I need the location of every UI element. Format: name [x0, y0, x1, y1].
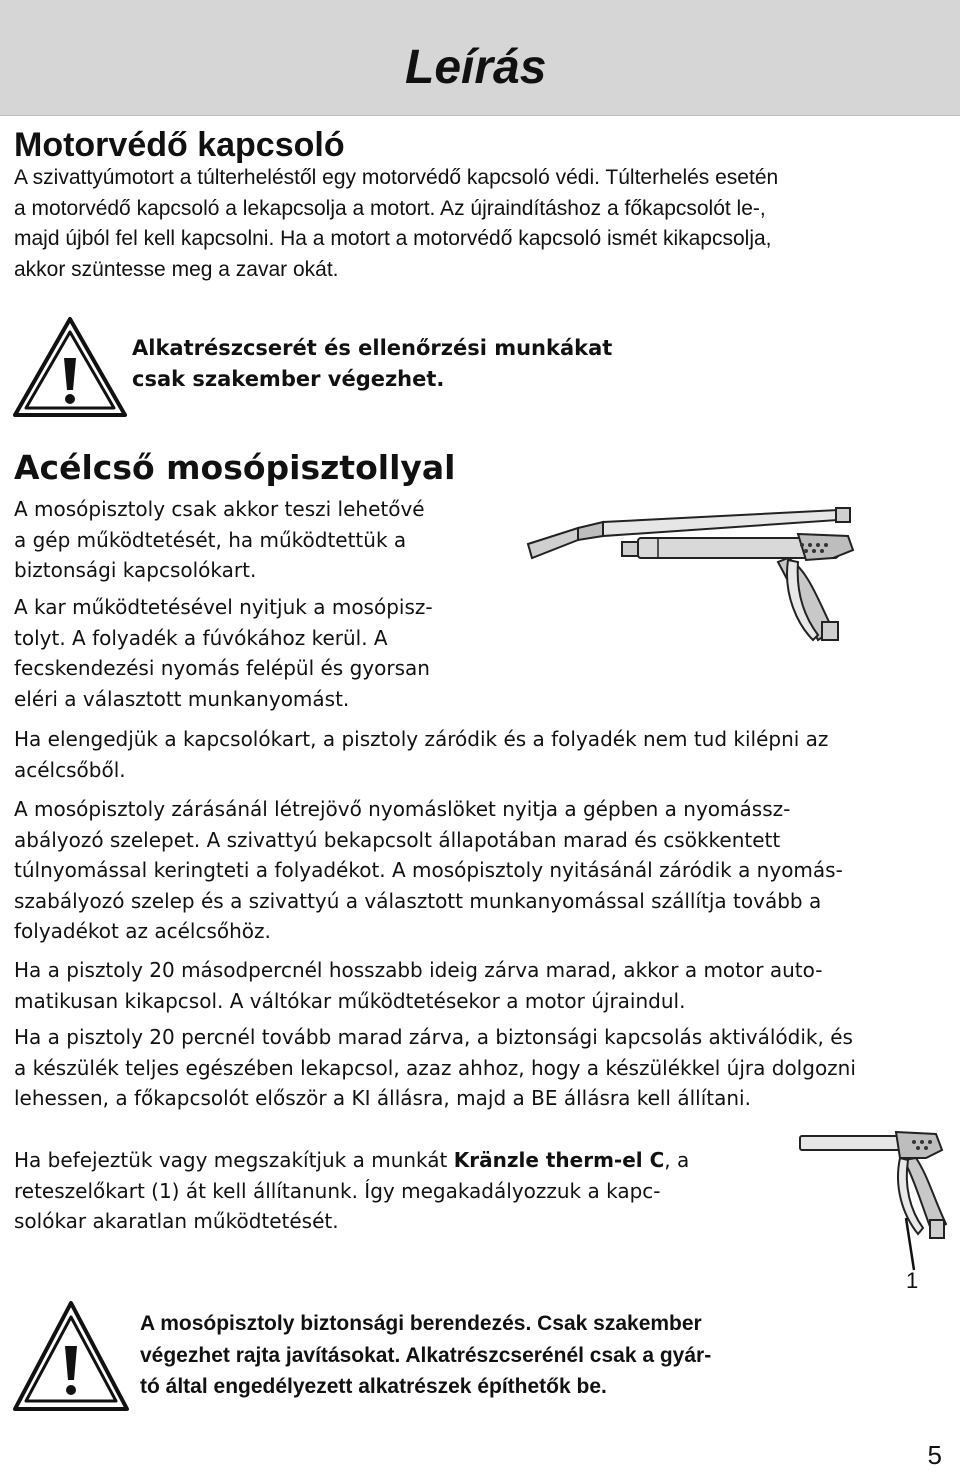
- text-line: lehessen, a főkapcsolót először a KI állásra, majd a BE állásra kell állítani.: [14, 1086, 751, 1110]
- warning-triangle-icon: [12, 316, 128, 418]
- warning-line: végezhet rajta javításokat. Alkatrészcserénél csak a gyár-: [140, 1343, 712, 1367]
- product-name: Kränzle therm-el C: [453, 1148, 665, 1172]
- text-line: matikusan kikapcsol. A váltókar működtetésekor a motor újraindul.: [14, 988, 686, 1013]
- gun-paragraph-1: [14, 494, 425, 586]
- text-line: fecskendezési nyomás felépül és gyorsan: [14, 656, 430, 680]
- text-line: reteszelőkart (1) át kell állítanunk. Így megakadályozzuk a kapc-: [14, 1178, 661, 1203]
- page-header-band: [0, 0, 960, 116]
- gun-paragraph-2: [14, 592, 433, 714]
- text-line: szabályozó szelep és a szivattyú a választott munkanyomással szállítja tovább a: [14, 888, 822, 913]
- text-line: Ha elengedjük a kapcsolókart, a pisztoly záródik és a folyadék nem tud kilépni az: [14, 727, 829, 751]
- gun-paragraph-5: [14, 955, 822, 1016]
- page-number: 5: [927, 1440, 942, 1470]
- text-line: eléri a választott munkanyomást.: [14, 686, 350, 711]
- text-line: akkor szüntesse meg a zavar okát.: [14, 257, 339, 281]
- text-line: túlnyomással keringteti a folyadékot. A mosópisztoly nyitásánál záródik a nyomás-: [14, 858, 843, 882]
- section-heading-motor: Motorvédő kapcsoló: [14, 126, 345, 164]
- warning-line: Alkatrészcserét és ellenőrzési munkákat: [132, 336, 613, 360]
- text-line: [14, 1145, 689, 1176]
- warning-line: A mosópisztoly biztonsági berendezés. Csak szakember: [140, 1312, 702, 1335]
- gun-paragraph-7: [14, 1145, 689, 1237]
- text-line: solókar akaratlan működtetését.: [14, 1209, 339, 1233]
- section-heading-gun: Acélcső mosópisztollyal: [14, 448, 456, 487]
- text-line: abályozó szelepet. A szivattyú bekapcsolt állapotában marad és csökkentett: [14, 827, 781, 852]
- text-line: Ha a pisztoly 20 másodpercnél hosszabb ideig zárva marad, akkor a motor auto-: [14, 958, 823, 982]
- gun-paragraph-3: [14, 724, 828, 785]
- text-line: a motorvédő kapcsoló a lekapcsolja a motort. Az újraindításhoz a főkapcsolót le-,: [14, 196, 766, 220]
- text-line: biztonsági kapcsolókart.: [14, 558, 257, 582]
- text-span: Ha befejeztük vagy megszakítjuk a munkát: [14, 1148, 454, 1172]
- text-line: Ha a pisztoly 20 percnél tovább marad zárva, a biztonsági kapcsolás aktiválódik, és: [14, 1025, 853, 1049]
- spray-gun-figure: [796, 1124, 956, 1274]
- warning-message-1: [132, 333, 612, 395]
- warning-line: csak szakember végezhet.: [132, 367, 445, 391]
- text-line: majd újból fel kell kapcsolni. Ha a motort a motorvédő kapcsoló ismét kikapcsolja,: [14, 227, 772, 250]
- text-line: a gép működtetését, ha működtettük a: [14, 527, 407, 552]
- gun-paragraph-6: [14, 1022, 856, 1114]
- callout-number: 1: [906, 1268, 919, 1293]
- warning-line: tó által engedélyezett alkatrészek építhetők be.: [140, 1375, 607, 1398]
- text-line: A mosópisztoly zárásánál létrejövő nyomáslöket nyitja a gépben a nyomássz-: [14, 797, 791, 821]
- text-line: a készülék teljes egészében lekapcsol, azaz ahhoz, hogy a készülékkel újra dolgozni: [14, 1055, 856, 1080]
- page-title: Leírás: [405, 41, 547, 94]
- text-line: A kar működtetésével nyitjuk a mosópisz-: [14, 595, 433, 619]
- gun-paragraph-4: [14, 794, 843, 947]
- text-line: folyadékot az acélcsőhöz.: [14, 919, 271, 943]
- text-line: A mosópisztoly csak akkor teszi lehetővé: [14, 497, 425, 521]
- spray-gun-lance-figure: [518, 500, 858, 690]
- text-line: A szivattyúmotort a túlterheléstől egy motorvédő kapcsoló védi. Túlterhelés esetén: [14, 166, 779, 189]
- text-line: acélcsőből.: [14, 757, 126, 782]
- motor-paragraph: [14, 163, 778, 285]
- text-span: , a: [664, 1148, 690, 1172]
- warning-message-2: [140, 1308, 711, 1403]
- warning-triangle-icon: [12, 1300, 130, 1412]
- text-line: tolyt. A folyadék a fúvókához kerül. A: [14, 625, 388, 650]
